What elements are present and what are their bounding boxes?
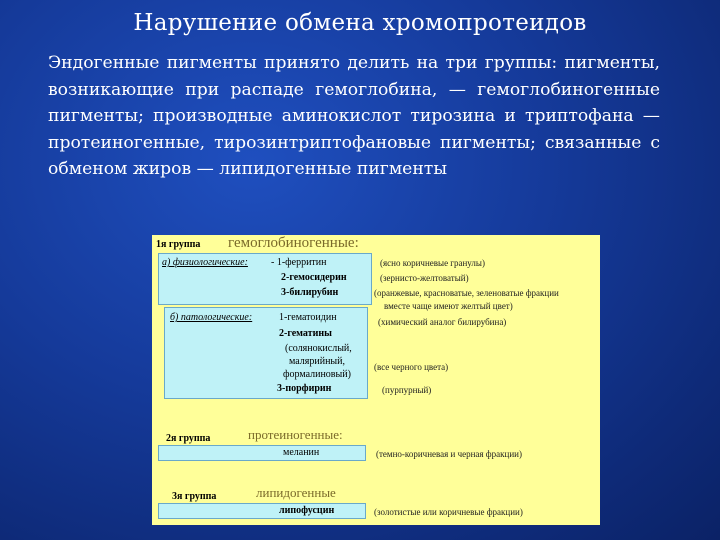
physio-item-hemosiderin: 2-гемосидерин xyxy=(281,272,347,283)
group2-title: протеиногенные: xyxy=(248,427,343,442)
group3-box xyxy=(158,503,366,519)
patho-item-hematins: 2-гематины xyxy=(279,328,332,339)
physio-item-ferritin: - 1-ферритин xyxy=(271,257,327,268)
physiological-label: а) физиологические: xyxy=(162,257,248,268)
patho-hematin-2: малярийный, xyxy=(289,356,346,367)
patho-note-3: (пурпурный) xyxy=(382,385,432,395)
physiological-box xyxy=(158,253,372,305)
patho-note-1: (химический аналог билирубина) xyxy=(378,317,507,327)
patho-hematin-3: формалиновый) xyxy=(283,369,351,380)
group2-item-melanin: меланин xyxy=(283,447,320,458)
group2-label: 2я группа xyxy=(166,433,211,444)
patho-note-2: (все черного цвета) xyxy=(374,362,449,372)
physio-note-3: (оранжевые, красноватые, зеленоватые фракции xyxy=(374,288,559,298)
group3-title: липидогенные xyxy=(256,485,336,500)
physio-item-bilirubin: 3-билирубин xyxy=(281,287,339,298)
physio-note-4: вместе чаще имеют желтый цвет) xyxy=(384,301,513,311)
pathological-box xyxy=(164,307,368,399)
pathological-label: б) патологические: xyxy=(170,312,253,323)
group2-note: (темно-коричневая и черная фракции) xyxy=(376,449,522,459)
group3-note: (золотистые или коричневые фракции) xyxy=(374,507,523,517)
group3-item-lipofuscin: липофусцин xyxy=(279,505,335,516)
group2-box xyxy=(158,445,366,461)
physio-note-1: (ясно коричневые гранулы) xyxy=(380,258,485,268)
group1-title: гемоглобиногенные: xyxy=(228,235,359,251)
patho-hematin-1: (солянокислый, xyxy=(285,343,352,354)
group3-label: 3я группа xyxy=(172,491,217,502)
patho-item-porphyrin: 3-порфирин xyxy=(277,383,332,394)
group1-label: 1я группа xyxy=(156,239,201,250)
patho-item-hematoidin: 1-гематоидин xyxy=(279,312,337,323)
pigment-diagram xyxy=(152,235,600,525)
physio-note-2: (зернисто-желтоватый) xyxy=(380,273,469,283)
slide-paragraph: Эндогенные пигменты принято делить на три группы: пигменты, возникающие при распаде гемоглобина, — гемоглобиногенные пигменты; производные аминокислот тирозина и триптофана — протеиногенные, тирозинтриптофановые пигменты; связанные с обменом жиров — липидогенные пигменты xyxy=(48,53,660,179)
slide-title: Нарушение обмена хромопротеидов xyxy=(133,10,587,36)
